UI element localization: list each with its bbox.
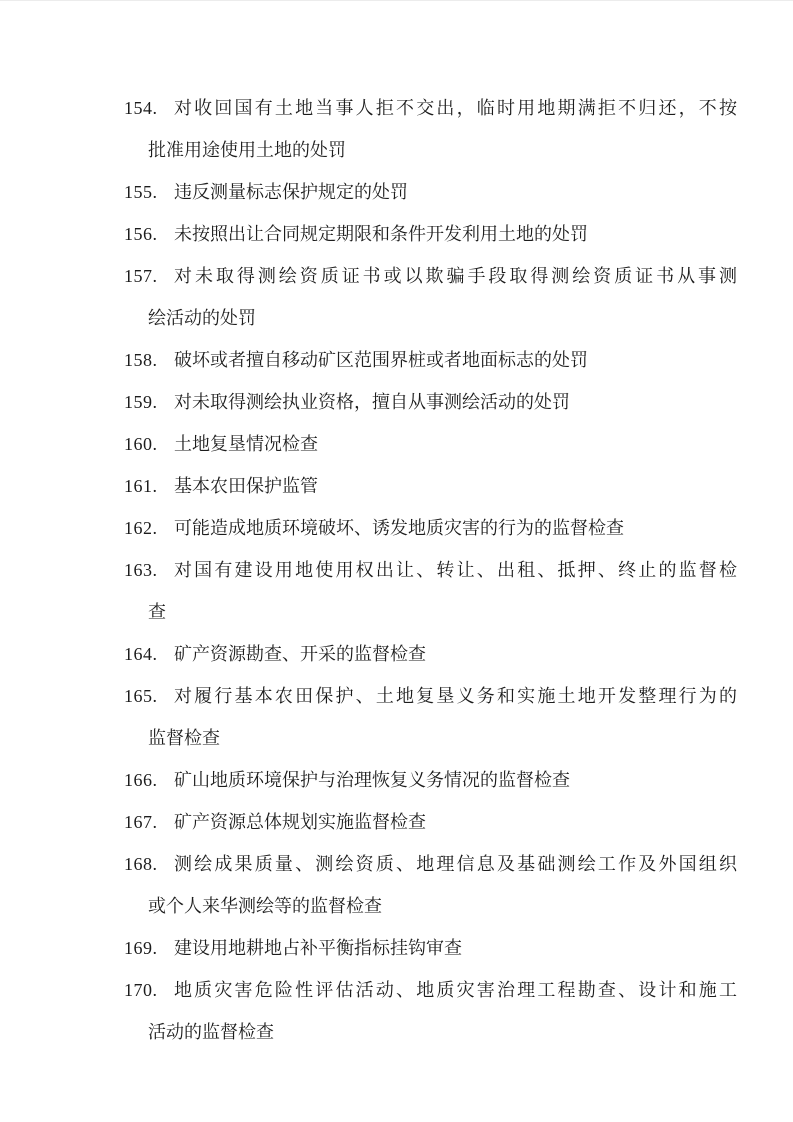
list-item — [0, 213, 793, 255]
item-number: 156. — [124, 224, 158, 244]
list-item — [0, 381, 793, 423]
item-line-first: 对收回国有土地当事人拒不交出，临时用地期满拒不归还，不按 — [174, 98, 737, 118]
item-line-first: 对未取得测绘资质证书或以欺骗手段取得测绘资质证书从事测 — [174, 266, 737, 286]
item-text — [0, 465, 793, 507]
item-text — [0, 255, 793, 339]
item-text — [0, 213, 793, 255]
list-item — [0, 507, 793, 549]
list-item — [0, 969, 793, 1053]
item-line-first: 土地复垦情况检查 — [174, 434, 318, 454]
item-number: 162. — [124, 518, 158, 538]
item-number: 155. — [124, 182, 158, 202]
item-line-continuation: 绘活动的处罚 — [148, 308, 256, 328]
item-line-continuation: 或个人来华测绘等的监督检查 — [148, 896, 382, 916]
item-number: 163. — [124, 560, 158, 580]
item-text — [0, 969, 793, 1053]
item-text — [0, 171, 793, 213]
item-text — [0, 759, 793, 801]
list-item — [0, 549, 793, 633]
item-line-first: 对未取得测绘执业资格，擅自从事测绘活动的处罚 — [174, 392, 570, 412]
item-number: 166. — [124, 770, 158, 790]
item-line-first: 测绘成果质量、测绘资质、地理信息及基础测绘工作及外国组织 — [174, 854, 737, 874]
item-line-first: 未按照出让合同规定期限和条件开发利用土地的处罚 — [174, 224, 588, 244]
item-text — [0, 633, 793, 675]
item-text — [0, 927, 793, 969]
item-line-first: 对国有建设用地使用权出让、转让、出租、抵押、终止的监督检 — [174, 560, 737, 580]
item-number: 157. — [124, 266, 158, 286]
item-number: 165. — [124, 686, 158, 706]
item-number: 161. — [124, 476, 158, 496]
item-line-first: 可能造成地质环境破坏、诱发地质灾害的行为的监督检查 — [174, 518, 624, 538]
item-number: 158. — [124, 350, 158, 370]
item-line-first: 基本农田保护监管 — [174, 476, 318, 496]
list-item — [0, 675, 793, 759]
list-item — [0, 255, 793, 339]
item-number: 170. — [124, 980, 158, 1000]
list-item — [0, 339, 793, 381]
item-number: 160. — [124, 434, 158, 454]
item-text — [0, 801, 793, 843]
item-line-continuation: 查 — [148, 602, 166, 622]
item-line-first: 矿山地质环境保护与治理恢复义务情况的监督检查 — [174, 770, 570, 790]
item-text — [0, 549, 793, 633]
item-number: 169. — [124, 938, 158, 958]
list-item — [0, 171, 793, 213]
list-item — [0, 801, 793, 843]
item-line-first: 矿产资源总体规划实施监督检查 — [174, 812, 426, 832]
item-number: 159. — [124, 392, 158, 412]
list-item — [0, 423, 793, 465]
item-text — [0, 339, 793, 381]
item-number: 167. — [124, 812, 158, 832]
item-line-first: 对履行基本农田保护、土地复垦义务和实施土地开发整理行为的 — [174, 686, 737, 706]
item-line-first: 矿产资源勘查、开采的监督检查 — [174, 644, 426, 664]
item-text — [0, 675, 793, 759]
list-item — [0, 927, 793, 969]
item-text — [0, 87, 793, 171]
list-item — [0, 465, 793, 507]
item-text — [0, 843, 793, 927]
item-line-continuation: 批准用途使用土地的处罚 — [148, 140, 346, 160]
item-number: 164. — [124, 644, 158, 664]
item-number: 154. — [124, 98, 158, 118]
item-text — [0, 381, 793, 423]
item-text — [0, 423, 793, 465]
item-line-continuation: 活动的监督检查 — [148, 1022, 274, 1042]
list-item — [0, 633, 793, 675]
item-line-first: 地质灾害危险性评估活动、地质灾害治理工程勘查、设计和施工 — [174, 980, 737, 1000]
item-line-continuation: 监督检查 — [148, 728, 220, 748]
item-line-first: 破坏或者擅自移动矿区范围界桩或者地面标志的处罚 — [174, 350, 588, 370]
item-line-first: 建设用地耕地占补平衡指标挂钩审查 — [174, 938, 462, 958]
list-item — [0, 87, 793, 171]
list-item — [0, 759, 793, 801]
item-line-first: 违反测量标志保护规定的处罚 — [174, 182, 408, 202]
item-text — [0, 507, 793, 549]
list-item — [0, 843, 793, 927]
item-number: 168. — [124, 854, 158, 874]
numbered-list — [0, 87, 793, 1053]
